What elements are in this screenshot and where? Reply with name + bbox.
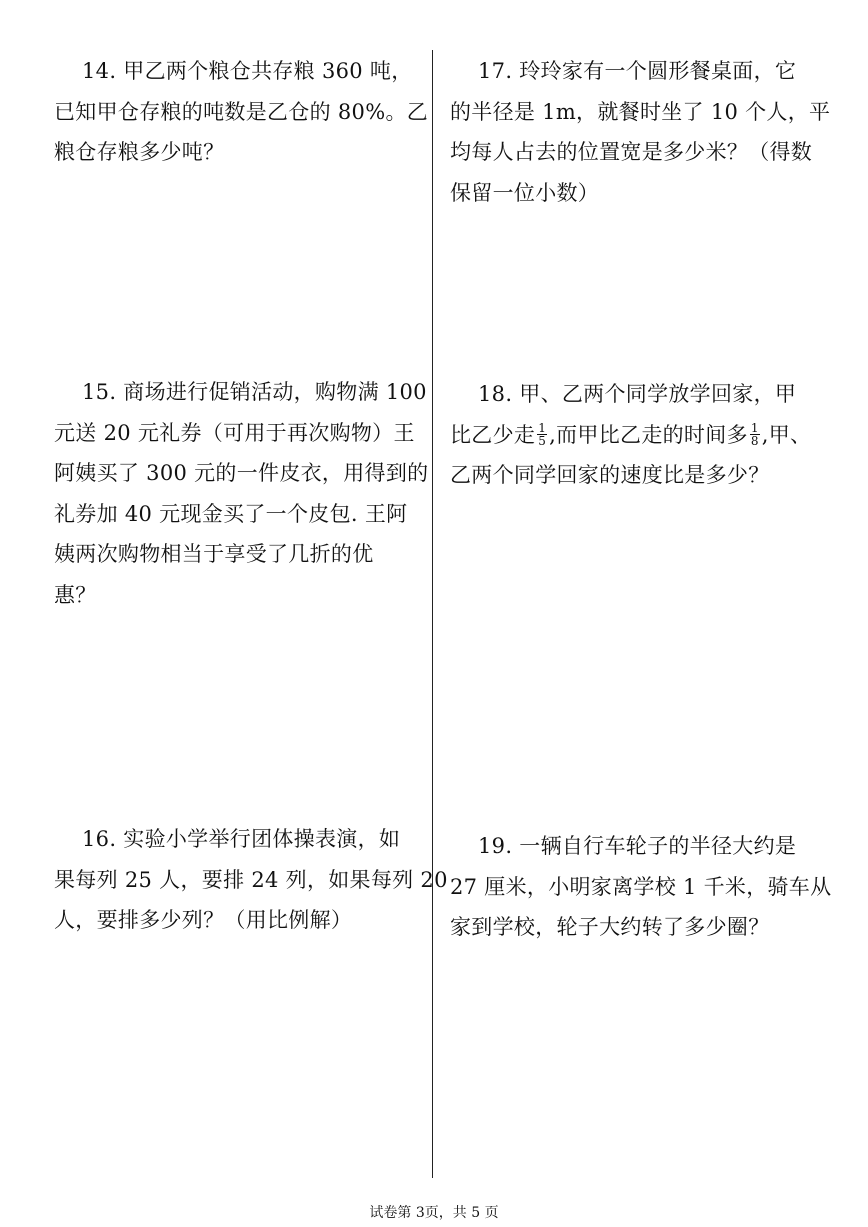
question-17-line-2: 的半径是 1m，就餐时坐了 10 个人，平 (450, 99, 831, 124)
question-19 (450, 826, 831, 948)
question-15-line-5: 姨两次购物相当于享受了几折的优 (54, 542, 374, 566)
fraction-one-eighth (750, 422, 760, 447)
question-18-line-1: 18. 甲、乙两个同学放学回家，甲 (478, 382, 797, 406)
question-16 (54, 819, 448, 941)
question-19-line-2: 27 厘米，小明家离学校 1 千米，骑车从 (450, 874, 832, 899)
question-15-line-1: 15. 商场进行促销活动，购物满 100 (82, 380, 427, 404)
column-divider (432, 50, 433, 1178)
question-14-line-2: 已知甲仓存粮的吨数是乙仓的 80%。乙 (54, 99, 429, 124)
question-14-line-1: 14. 甲乙两个粮仓共存粮 360 吨， (82, 59, 413, 83)
question-18-text-b: ,而甲比乙走的时间多 (549, 422, 748, 447)
fraction-one-eighth-denominator: 8 (750, 433, 759, 448)
question-17-line-3: 均每人占去的位置宽是多少米？（得数 (450, 140, 813, 164)
fraction-one-fifth-denominator: 5 (538, 433, 547, 448)
question-19-line-3: 家到学校，轮子大约转了多少圈？ (450, 915, 770, 939)
question-18-text-c: ,甲、 (761, 422, 812, 447)
question-17 (450, 51, 830, 213)
question-15 (54, 372, 428, 615)
question-15-line-3: 阿姨买了 300 元的一件皮衣，用得到的 (54, 461, 429, 485)
question-15-line-2: 元送 20 元礼券（可用于再次购物）王 (54, 420, 415, 445)
question-14-line-3: 粮仓存粮多少吨？ (54, 140, 225, 164)
question-18-text-a: 比乙少走 (450, 422, 536, 447)
fraction-one-fifth-numerator: 1 (538, 420, 547, 435)
question-16-line-3: 人，要排多少列？（用比例解） (54, 908, 353, 932)
fraction-one-eighth-numerator: 1 (750, 420, 759, 435)
question-15-line-4: 礼券加 40 元现金买了一个皮包. 王阿 (54, 501, 408, 526)
question-15-line-6: 惠？ (54, 582, 97, 607)
question-16-line-1: 16. 实验小学举行团体操表演，如 (82, 827, 401, 851)
question-17-line-1: 17. 玲玲家有一个圆形餐桌面，它 (478, 59, 797, 83)
page-footer: 试卷第 3页，共 5 页 (369, 1205, 499, 1221)
question-18 (450, 374, 811, 496)
question-14 (54, 51, 428, 173)
question-19-line-1: 19. 一辆自行车轮子的半径大约是 (478, 834, 797, 858)
question-18-line-2 (450, 415, 811, 456)
fraction-one-fifth (537, 422, 547, 447)
question-18-line-3: 乙两个同学回家的速度比是多少？ (450, 463, 770, 487)
question-16-line-2: 果每列 25 人，要排 24 列，如果每列 20 (54, 867, 448, 892)
question-17-line-4: 保留一位小数） (450, 180, 600, 205)
